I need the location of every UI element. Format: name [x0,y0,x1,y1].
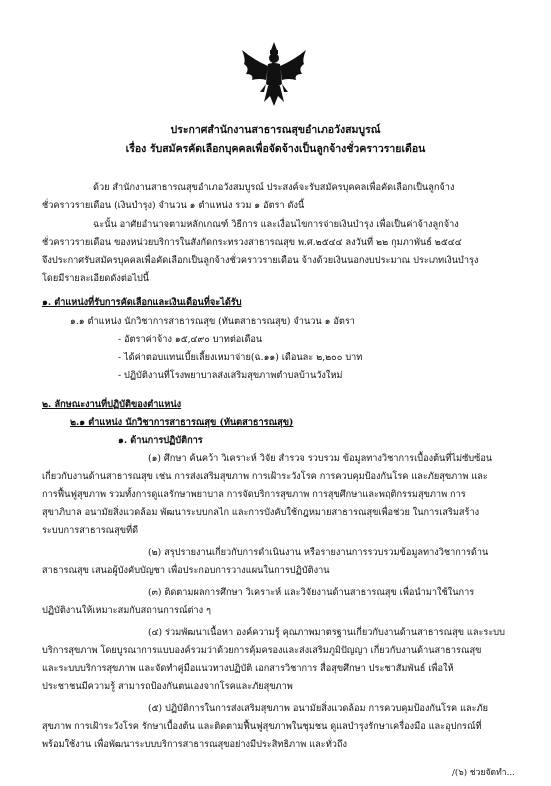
duty-text: (๕) ปฏิบัติการในการส่งเสริมสุขภาพ อนามัยสิ่งแวดล้อม การควบคุมป้องกันโรค และภัย [148,703,489,714]
position-detail: - ปฏิบัติงานที่โรงพยาบาลส่งเสริมสุขภาพตำบลบ้านวังใหม่ [118,370,343,381]
duty-text: (๑) ศึกษา ค้นคว้า วิเคราะห์ วิจัย สำรวจ รวบรวม ข้อมูลทางวิชาการเบื้องต้นที่ไม่ซับซ้อน [148,453,493,464]
intro-paragraph: ชั่วคราวรายเดือน (เงินบำรุง) จำนวน ๑ ตำแหน่ง รวม ๑ อัตรา ดังนี้ [42,200,305,211]
duty-area-heading: ๑. ด้านการปฏิบัติการ [118,435,203,446]
duty-text: สาธารณสุข เสนอผู้บังคับบัญชา เพื่อประกอบการวางแผนในการปฏิบัติงาน [42,565,330,576]
intro-paragraph: จึงประกาศรับสมัครบุคคลเพื่อคัดเลือกเป็นลูกจ้างชั่วคราวรายเดือน จ้างด้วยเงินนอกงบประมาณ ประเภทเงินบำรุง [42,255,479,266]
duty-text: (๒) สรุปรายงานเกี่ยวกับการดำเนินงาน หรือรายงานการรวบรวมข้อมูลทางวิชาการด้าน [148,547,489,558]
duty-text: ระบบการสาธารณสุขที่ดี [42,525,139,536]
duty-text: สุขภาพ การเฝ้าระวังโรค รักษาเบื้องต้น และติดตามฟื้นฟูสุขภาพในชุมชน ดูแลบำรุงรักษาเครื่องมือ และอุปกรณ์ที่ [42,721,482,732]
intro-paragraph: ชั่วคราวรายเดือน ของหน่วยบริการในสังกัดกระทรวงสาธารณสุข พ.ศ.๒๕๔๔ ลงวันที่ ๒๒ กุมภาพันธ์ ๒๕๔๔ [42,237,462,248]
continued-note: /(๖) ช่วยจัดทำ... [452,768,515,778]
position-detail: - อัตราค่าจ้าง ๑๕,๔๙๐ บาทต่อเดือน [118,334,263,345]
duty-text: (๔) ร่วมพัฒนาเนื้อหา องค์ความรู้ คุณภาพมาตรฐานเกี่ยวกับงานด้านสาธารณสุข และระบบ [148,627,505,638]
duty-text: สุขาภิบาล อนามัยสิ่งแวดล้อม พัฒนาระบบกลไก และการบังคับใช้กฎหมายสาธารณสุขเพื่อช่วย ในการเสริมสร้าง [42,507,480,518]
duty-text: ปฏิบัติงานให้เหมาะสมกับสถานการณ์ต่าง ๆ [42,605,211,616]
position-item: ๑.๑ ตำแหน่ง นักวิชาการสาธารณสุข (ทันตสาธารณสุข) จำนวน ๑ อัตรา [70,316,355,327]
duty-text: การฟื้นฟูสุขภาพ รวมทั้งการดูแลรักษาพยาบาล การจัดบริการสุขภาพ การสุขศึกษาและพฤติกรรมสุขภาพ การ [42,489,466,500]
announcement-subject: เรื่อง รับสมัครคัดเลือกบุคคลเพื่อจัดจ้างเป็นลูกจ้างชั่วคราวรายเดือน [125,143,426,155]
announcement-title: ประกาศสำนักงานสาธารณสุขอำเภอวังสมบูรณ์ [170,124,381,136]
section1-heading: ๑. ตำแหน่งที่รับการคัดเลือกและเงินเดือนที่จะได้รับ [42,297,242,308]
section2-heading: ๒. ลักษณะงานที่ปฏิบัติของตำแหน่ง [42,399,182,410]
section2-subheading: ๒.๑ ตำแหน่ง นักวิชาการสาธารณสุข (ทันตสาธารณสุข) [70,417,294,428]
intro-paragraph: ด้วย สำนักงานสาธารณสุขอำเภอวังสมบูรณ์ ประสงค์จะรับสมัครบุคคลเพื่อคัดเลือกเป็นลูกจ้าง [93,182,455,193]
duty-text: ประชาชนมีความรู้ สามารถป้องกันตนเองจากโรคและภัยสุขภาพ [42,681,293,692]
intro-paragraph: โดยมีรายละเอียดดังต่อไปนี้ [42,273,150,284]
garuda-emblem-icon [238,40,310,112]
duty-text: พร้อมใช้งาน เพื่อพัฒนาระบบบริการสาธารณสุขอย่างมีประสิทธิภาพ และทั่วถึง [42,739,347,750]
intro-paragraph: ฉะนั้น อาศัยอำนาจตามหลักเกณฑ์ วิธีการ และเงื่อนไขการจ่ายเงินบำรุง เพื่อเป็นค่าจ้างลูกจ้าง [93,219,459,230]
duty-text: บริการสุขภาพ โดยบูรณาการแบบองค์รวมว่าด้วยการคุ้มครองและส่งเสริมภูมิปัญญา เกี่ยวกับงานด้านสาธารณสุข [42,645,482,656]
position-detail: - ได้ค่าตอบแทนเบี้ยเลี้ยงเหมาจ่าย(ฉ.๑๑) เดือนละ ๒,๒๐๐ บาท [118,352,363,363]
duty-text: เกี่ยวกับงานด้านสาธารณสุข เช่น การส่งเสริมสุขภาพ การเฝ้าระวังโรค การควบคุมป้องกันโรค และภัยสุขภาพ และ [42,471,488,482]
duty-text: (๓) ติดตามผลการศึกษา วิเคราะห์ และวิจัยงานด้านสาธารณสุข เพื่อนำมาใช้ในการ [148,587,475,598]
duty-text: และระบบบริการสุขภาพ และจัดทำคู่มือแนวทางปฏิบัติ เอกสารวิชาการ สื่อสุขศึกษา ประชาสัมพันธ์ เพื่อให้ [42,663,454,674]
